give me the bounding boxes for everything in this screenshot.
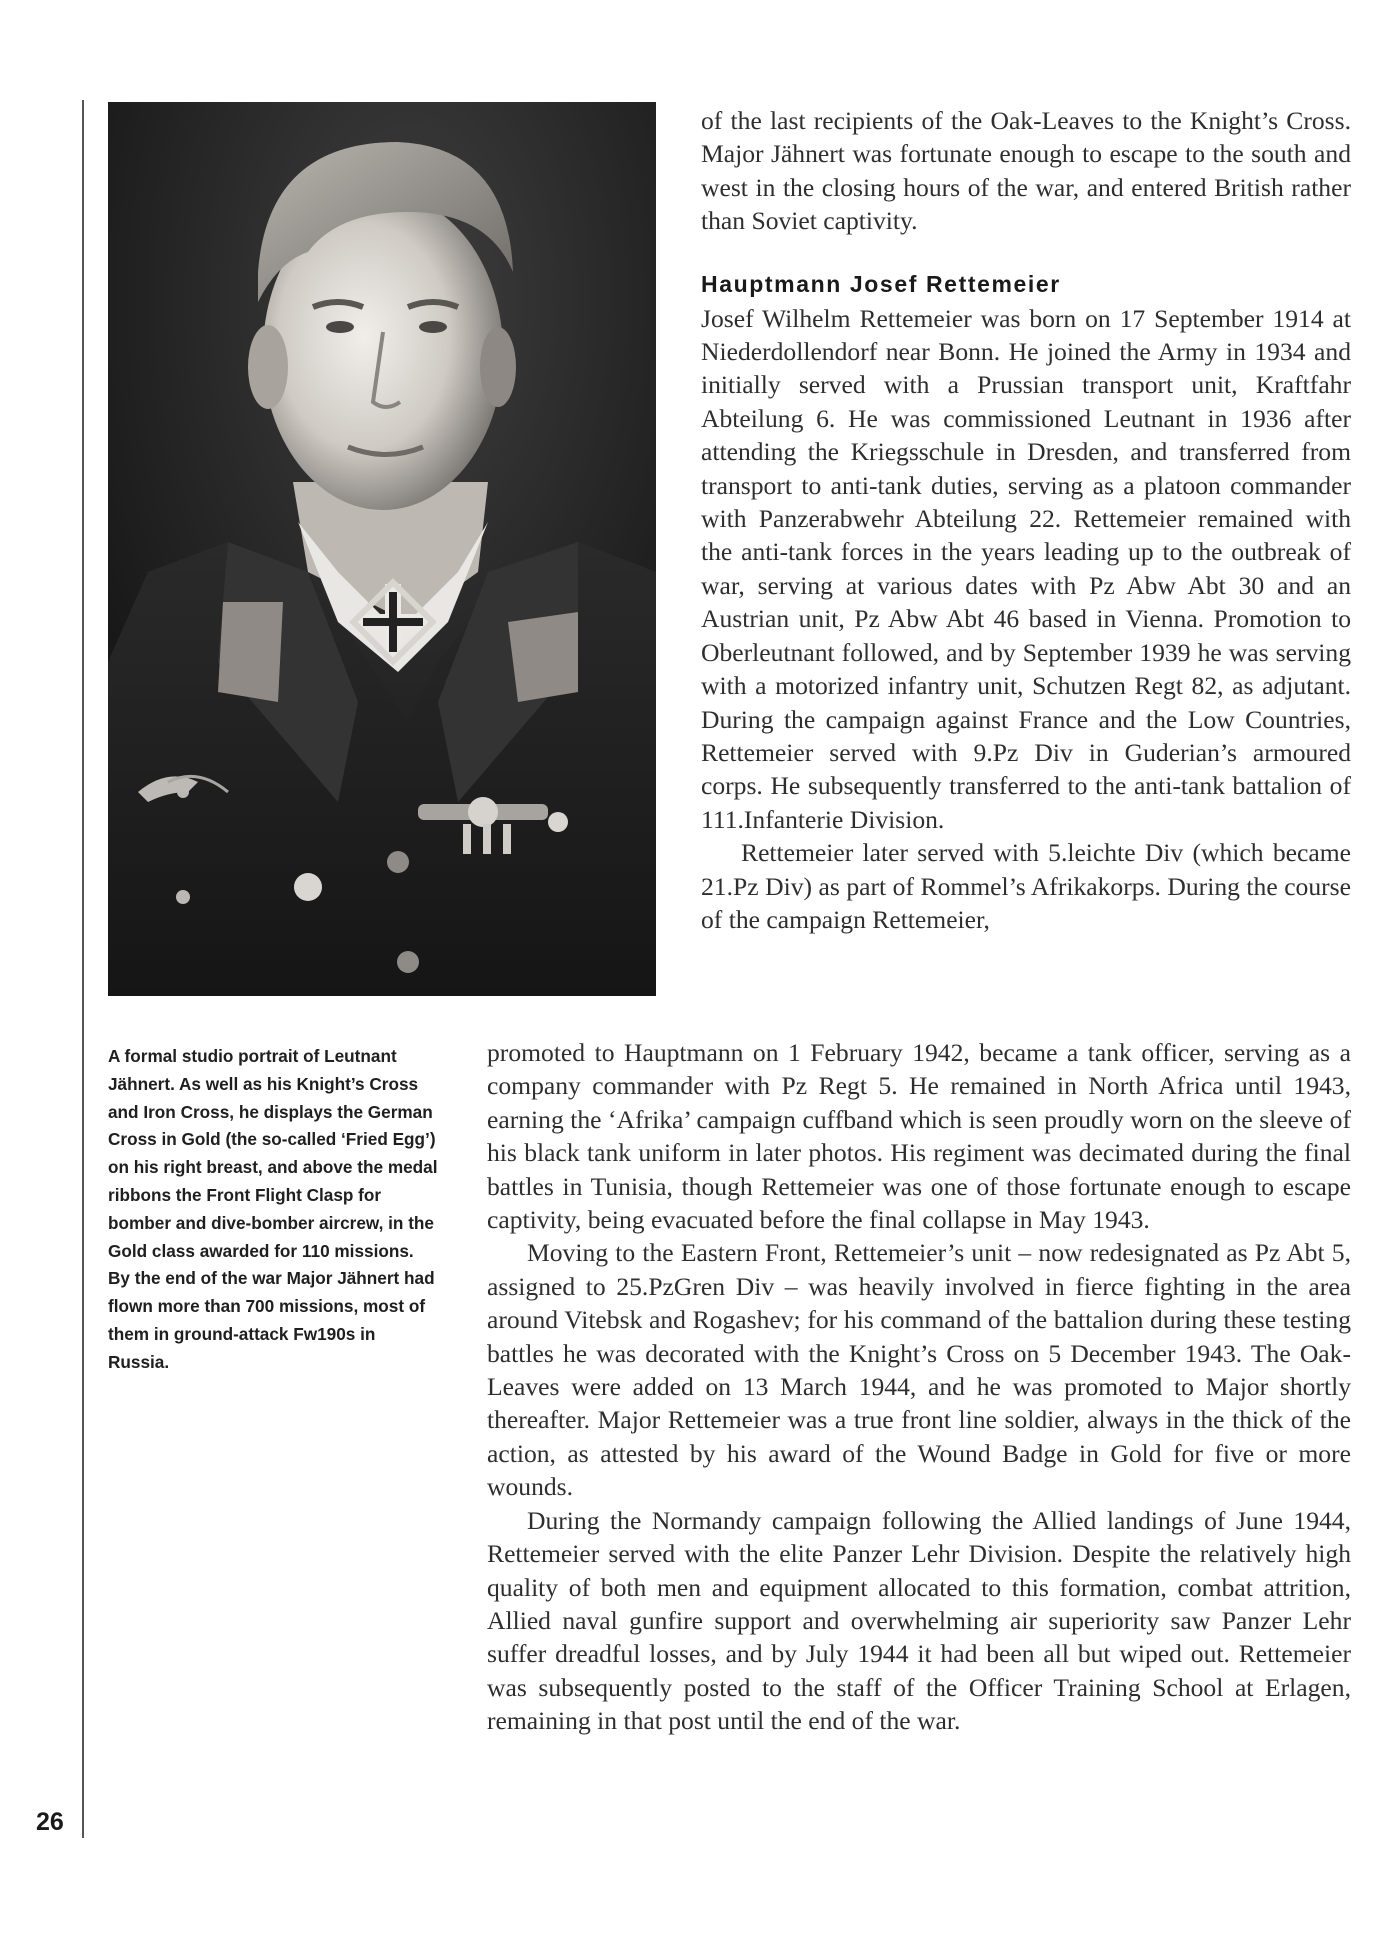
paragraph-1: Josef Wilhelm Rettemeier was born on 17 September 1914 at Niederdollendorf near Bonn. He joined the Army in 1934 and initially served with a Prussian transport unit, Kraftfahr Abteilung 6. He was commissioned Leutnant in 1936 after attending the Kriegsschule in Dresden, and transferred from transport to anti-tank duties, serving as a platoon commander with Panzerabwehr Abteilung 22. Rettemeier remained with the anti-tank forces in the years leading up to the outbreak of war, serving at various dates with Pz Abw Abt 30 and an Austrian unit, Pz Abw Abt 46 based in Vienna. Promotion to Oberleutnant followed, and by September 1939 he was serving with a motorized infantry unit, Schutzen Regt 82, as adjutant. During the campaign against France and the Low Countries, Rettemeier served with 9.Pz Div in Guderian’s armoured corps. He subsequently transferred to the anti-tank battalion of 111.Infanterie Division. (701, 303, 1351, 834)
article-column-right (701, 104, 1351, 936)
page-number: 26 (36, 1808, 64, 1836)
paragraph-2-end: promoted to Hauptmann on 1 February 1942, became a tank officer, serving as a company commander with Pz Regt 5. He remained in North Africa until 1943, earning the ‘Afrika’ campaign cuffband which is seen proudly worn on the sleeve of his black tank uniform in later photos. His regiment was decimated during the final battles in Tunisia, though Rettemeier was one of those fortunate enough to escape captivity, being evacuated before the final collapse in May 1943. (487, 1038, 1351, 1235)
portrait-photo (108, 102, 656, 996)
page-margin-rule (82, 100, 84, 1838)
intro-paragraph: of the last recipients of the Oak-Leaves to the Knight’s Cross. Major Jähnert was fortunate enough to escape to the south and west in the closing hours of the war, and entered British rather than Soviet captivity. (701, 106, 1351, 236)
section-heading: Hauptmann Josef Rettemeier (701, 270, 1061, 297)
paragraph-2-start: Rettemeier later served with 5.leichte Div (which became 21.Pz Div) as part of Rommel’s Afrikakorps. During the course of the campaign Rettemeier, (701, 838, 1351, 934)
paragraph-3: Moving to the Eastern Front, Rettemeier’s unit – now redesignated as Pz Abt 5, assigned to 25.PzGren Div – was heavily involved in fierce fighting in the area around Vitebsk and Rogashev; for his command of the battalion during these testing battles he was decorated with the Knight’s Cross on 5 December 1943. The Oak-Leaves were added on 13 March 1944, and he was promoted to Major shortly thereafter. Major Rettemeier was a true front line soldier, always in the thick of the action, as attested by his award of the Wound Badge in Gold for five or more wounds. (487, 1238, 1351, 1502)
article-column-wide (487, 1036, 1351, 1738)
paragraph-4: During the Normandy campaign following the Allied landings of June 1944, Rettemeier served with the elite Panzer Lehr Division. Despite the relatively high quality of both men and equipment allocated to this formation, combat attrition, Allied naval gunfire support and overwhelming air superiority saw Panzer Lehr suffer dreadful losses, and by July 1944 it had been all but wiped out. Rettemeier was subsequently posted to the staff of the Officer Training School at Erlagen, remaining in that post until the end of the war. (487, 1505, 1351, 1736)
photo-caption: A formal studio portrait of Leutnant Jähnert. As well as his Knight’s Cross and Iron Cross, he displays the German Cross in Gold (the so-called ‘Fried Egg’) on his right breast, and above the medal ribbons the Front Flight Clasp for bomber and dive-bomber aircrew, in the Gold class awarded for 110 missions. By the end of the war Major Jähnert had flown more than 700 missions, most of them in ground-attack Fw190s in Russia. (108, 1046, 438, 1372)
